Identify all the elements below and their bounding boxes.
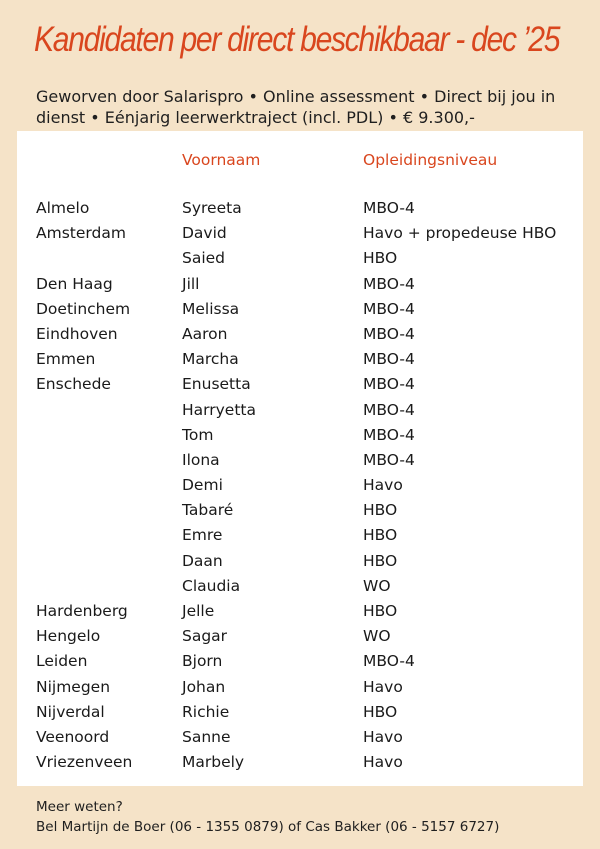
cell-first-name: Jelle <box>182 602 215 620</box>
table-row <box>17 398 583 423</box>
column-header-voornaam: Voornaam <box>182 151 261 169</box>
table-row <box>17 523 583 548</box>
cell-education-level: HBO <box>363 551 398 570</box>
cell-education-level: MBO-4 <box>363 199 415 217</box>
cell-first-name: Sagar <box>182 627 228 646</box>
cell-city: Emmen <box>36 350 96 369</box>
cell-education-level: MBO-4 <box>363 274 415 293</box>
table-row <box>17 624 583 649</box>
cell-education-level: Havo <box>363 677 403 696</box>
table-row <box>17 221 583 246</box>
cell-education-level: HBO <box>363 249 398 268</box>
column-header-opleidingsniveau: Opleidingsniveau <box>363 151 498 169</box>
table-row <box>17 322 583 347</box>
cell-first-name: Claudia <box>182 576 241 595</box>
cell-education-level: MBO-4 <box>363 299 415 318</box>
table-row <box>17 347 583 372</box>
cell-first-name: Aaron <box>182 324 228 343</box>
page-subtitle: Geworven door Salarispro • Online assessment • Direct bij jou in dienst • Eénjarig leerwerktraject (incl. PDL) • € 9.300,- <box>36 87 556 127</box>
footer-contact: Bel Martijn de Boer (06 - 1355 0879) of Cas Bakker (06 - 5157 6727) <box>36 819 500 835</box>
cell-education-level: Havo <box>363 753 403 772</box>
cell-city: Vriezenveen <box>36 753 133 772</box>
table-row <box>17 675 583 700</box>
page-title: Kandidaten per direct beschikbaar - dec ’25 <box>34 20 560 59</box>
cell-first-name: Syreeta <box>182 199 242 217</box>
cell-first-name: Ilona <box>182 450 220 469</box>
table-row <box>17 473 583 498</box>
table-row <box>17 700 583 725</box>
cell-city: Hardenberg <box>36 602 128 620</box>
cell-first-name: Sanne <box>182 727 231 746</box>
table-row <box>17 725 583 750</box>
cell-city: Enschede <box>36 375 111 394</box>
cell-education-level: MBO-4 <box>363 324 415 343</box>
cell-education-level: WO <box>363 627 391 646</box>
cell-education-level: Havo <box>363 476 403 495</box>
cell-first-name: Saied <box>182 249 226 268</box>
cell-first-name: Harryetta <box>182 400 256 419</box>
cell-education-level: MBO-4 <box>363 400 415 419</box>
cell-city: Almelo <box>36 199 90 217</box>
table-body <box>17 196 583 775</box>
cell-city: Doetinchem <box>36 299 131 318</box>
table-row <box>17 549 583 574</box>
cell-first-name: David <box>182 224 227 243</box>
cell-education-level: WO <box>363 576 391 595</box>
cell-education-level: MBO-4 <box>363 652 415 671</box>
cell-education-level: HBO <box>363 501 398 520</box>
cell-first-name: Daan <box>182 551 223 570</box>
table-row <box>17 498 583 523</box>
cell-city: Den Haag <box>36 274 113 293</box>
table-row <box>17 599 583 624</box>
cell-first-name: Jill <box>182 274 200 293</box>
table-row <box>17 649 583 674</box>
table-row <box>17 272 583 297</box>
candidates-table <box>17 131 583 786</box>
cell-first-name: Tabaré <box>182 501 234 520</box>
table-row <box>17 423 583 448</box>
table-row <box>17 372 583 397</box>
cell-first-name: Enusetta <box>182 375 251 394</box>
footer-question: Meer weten? <box>36 799 123 815</box>
cell-city: Hengelo <box>36 627 101 646</box>
cell-city: Leiden <box>36 652 88 671</box>
table-row <box>17 246 583 271</box>
cell-first-name: Demi <box>182 476 223 495</box>
cell-education-level: HBO <box>363 702 398 721</box>
cell-education-level: Havo + propedeuse HBO <box>363 224 557 243</box>
cell-first-name: Richie <box>182 702 230 721</box>
cell-city: Amsterdam <box>36 224 126 243</box>
cell-education-level: MBO-4 <box>363 375 415 394</box>
cell-city: Eindhoven <box>36 324 118 343</box>
table-row <box>17 750 583 775</box>
table-row <box>17 196 583 221</box>
table-row <box>17 574 583 599</box>
table-row <box>17 297 583 322</box>
cell-education-level: MBO-4 <box>363 350 415 369</box>
cell-education-level: Havo <box>363 727 403 746</box>
cell-city: Veenoord <box>36 727 110 746</box>
cell-education-level: HBO <box>363 526 398 545</box>
cell-education-level: HBO <box>363 602 398 620</box>
cell-city: Nijmegen <box>36 677 111 696</box>
cell-first-name: Marbely <box>182 753 245 772</box>
cell-first-name: Emre <box>182 526 223 545</box>
cell-first-name: Bjorn <box>182 652 223 671</box>
cell-first-name: Marcha <box>182 350 239 369</box>
cell-first-name: Melissa <box>182 299 240 318</box>
contact-footer <box>36 797 499 837</box>
cell-education-level: MBO-4 <box>363 450 415 469</box>
cell-education-level: MBO-4 <box>363 425 415 444</box>
cell-first-name: Johan <box>182 677 226 696</box>
cell-first-name: Tom <box>182 425 214 444</box>
cell-city: Nijverdal <box>36 702 105 721</box>
table-row <box>17 448 583 473</box>
